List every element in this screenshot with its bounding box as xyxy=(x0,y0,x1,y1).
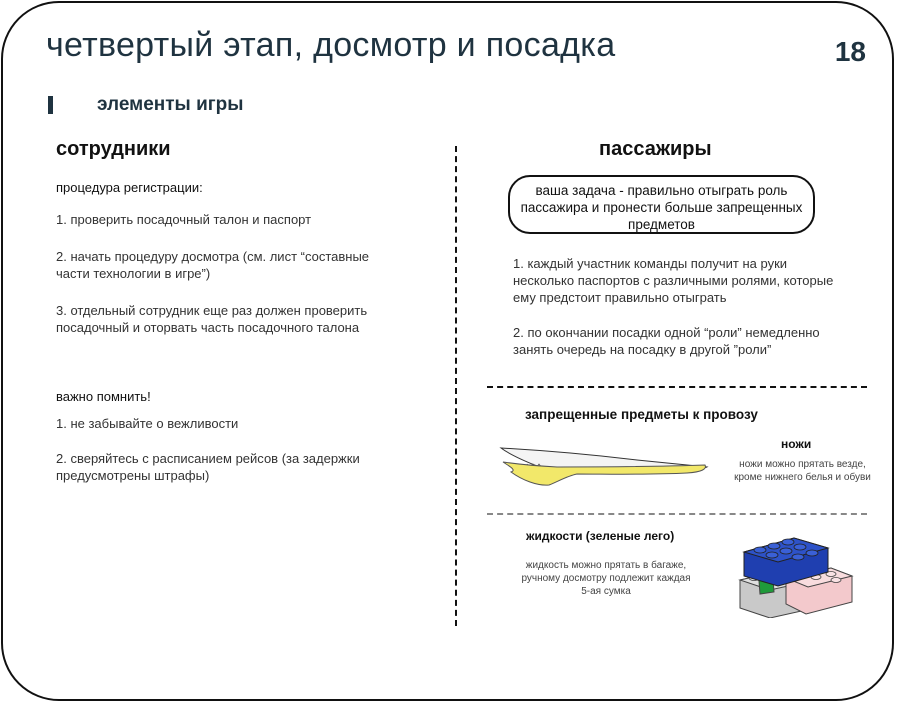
reminder-title: важно помнить! xyxy=(56,389,151,404)
lego-bricks-illustration xyxy=(736,530,854,618)
forbidden-title: запрещенные предметы к провозу xyxy=(525,407,758,422)
procedure-item-2: 2. начать процедуру досмотра (см. лист “составные части технологии в игре”) xyxy=(56,249,370,281)
liquids-note: жидкость можно прятать в багаже, ручному досмотру подлежит каждая 5-ая сумка xyxy=(521,560,691,597)
knife-illustration xyxy=(497,440,712,490)
passengers-heading: пассажиры xyxy=(599,138,712,160)
column-divider xyxy=(455,146,457,626)
knives-note: ножи можно прятать везде, кроме нижнего белья и обуви xyxy=(734,459,871,483)
section-marker xyxy=(48,96,53,114)
staff-heading: сотрудники xyxy=(56,138,171,160)
reminder-item-2: 2. сверяйтесь с расписанием рейсов (за задержки предусмотрены штрафы) xyxy=(56,451,360,483)
procedure-title: процедура регистрации: xyxy=(56,180,203,195)
passenger-item-2: 2. по окончании посадки одной “роли” немедленно занять очередь на посадку в другой ”роли” xyxy=(513,325,820,357)
section-divider-2 xyxy=(487,513,867,515)
section-divider xyxy=(487,386,867,388)
task-box: ваша задача - правильно отыграть роль пассажира и пронести больше запрещенных предметов xyxy=(508,175,815,234)
reminder-item-1: 1. не забывайте о вежливости xyxy=(56,416,239,431)
section-title: элементы игры xyxy=(97,94,244,115)
page-title: четвертый этап, досмотр и посадка xyxy=(46,26,616,64)
procedure-item-3: 3. отдельный сотрудник еще раз должен проверить посадочный и оторвать часть посадочного талона xyxy=(56,303,368,335)
liquids-title: жидкости (зеленые лего) xyxy=(526,529,675,543)
knives-title: ножи xyxy=(781,437,812,451)
passenger-item-1: 1. каждый участник команды получит на руки несколько паспортов с различными ролями, которые ему предстоит правильно отыграть xyxy=(513,256,834,305)
page-number: 18 xyxy=(834,36,866,67)
procedure-item-1: 1. проверить посадочный талон и паспорт xyxy=(56,212,312,227)
